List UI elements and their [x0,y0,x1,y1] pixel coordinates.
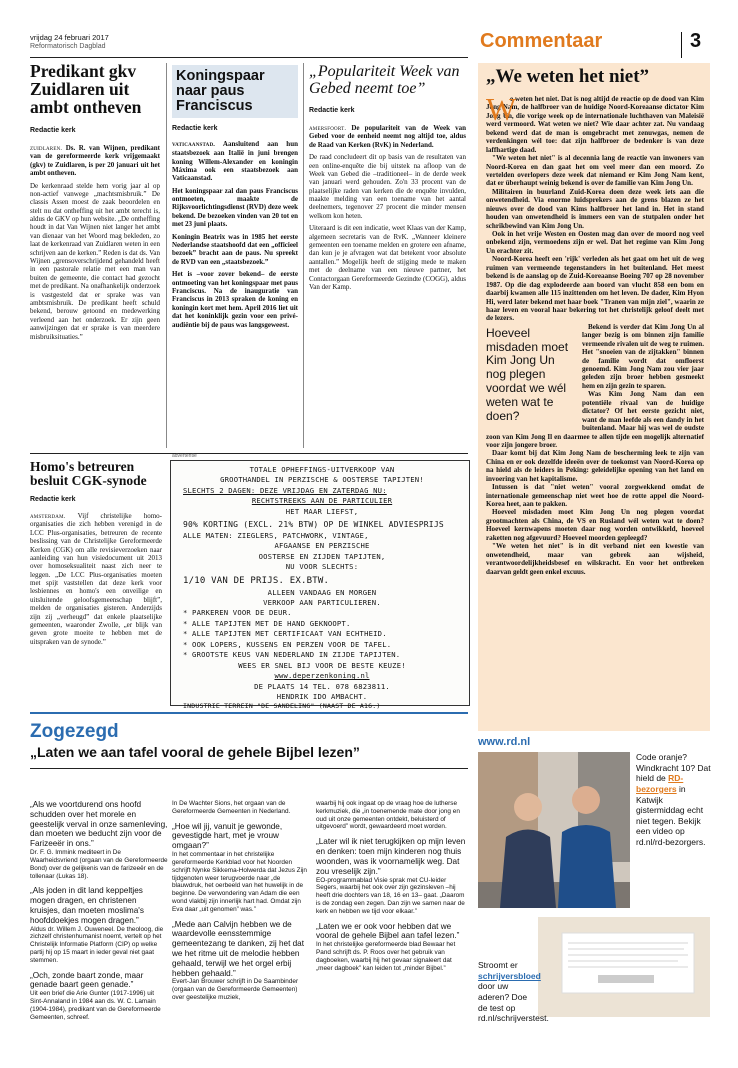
quote-block [30,886,168,964]
zogezegd-rule [30,768,468,769]
zogezegd-column-2 [172,800,310,1008]
promo-text-2 [478,960,549,1024]
commentary-paragraph: Ook in het vrije Westen en Oosten mag dan over de moord nog veel onbekend zijn, vermoedens zijn er wel. Dat het regime van Kim Jong Un erachter zit. [486,230,704,255]
promo-image-writing[interactable] [538,917,710,1017]
ad-line: NU VOOR SLECHTS: [285,562,359,572]
article-homos [30,460,162,650]
column-divider [166,63,167,448]
article-body [30,144,160,341]
ad-line: OOSTERSE EN ZIJDEN TAPIJTEN, [258,551,386,561]
article-paragraph: De kerkenraad stelde hem vorig jaar al op non-actief vanwege „machtsmisbruik.” De classis Assen moest de zaak beoordelen en stelt nu dat ontheffing uit het ambt terecht is, aldus de GKV op hun website. „De ontheffing houdt in dat Van Wijnen niet langer het ambt van dienaar van het Woord mag bekleden, zo laat de kerkenraad van Zuidlaren weten in een schrijven aan de kerken.” Reden is dat ds. Van Wijnen „grensoverschrijdend gehandeld heeft in een pastorale relatie met een man van buiten de gemeente, die contact had gezocht met de predikant. Na onafhankelijk onderzoek is vastgesteld dat er sprake was van ambtsmisbruik. De predikant heeft schuld bekend, berouw getoond en medewerking verleend aan het onderzoek. Er zijn geen aanwijzingen dat er sprake is van meerdere misbruiksituaties.” [30,181,160,341]
title-block [172,65,298,118]
column-divider [303,63,304,448]
header-paper: Reformatorisch Dagblad [30,43,106,50]
article-predikant [30,63,160,345]
article-lead: Ds. R. van Wijnen, predikant van de gereformeerde kerk vrijgemaakt (gkv) te Zuidlaren, is per 20 januari uit het ambt ontheven. [30,143,160,178]
section-title: Commentaar [480,30,603,52]
dateline: amersfoort. [309,124,347,132]
ad-line: VERKOOP AAN PARTICULIEREN. [263,598,381,608]
promo-text: in Katwijk gistermiddag echt niet tegen. Bekijk een video op rd.nl/rd-bezorgers. [636,783,706,847]
ad-line: * ALLE TAPIJTEN MET DE HAND GEKNOOPT. [183,618,351,628]
ad-line: * ALLE TAPIJTEN MET CERTIFICAAT VAN ECHTHEID. [183,629,387,639]
quote-source: waarbij hij ook ingaat op de vraag hoe de lutherse kerkmuziek, die „in toenemende mate door jong en oud uit onze gemeenten ontdekt, beluisterd of uitgevoerd” wordt, gewaardeerd moet worden. [316,800,460,831]
header-date: vrijdag 24 februari 2017 [30,33,109,42]
promo-photo[interactable] [478,752,630,908]
ad-line: INDUSTRIE TERREIN "DE SANDELING" (NAAST DE A16.) [183,702,381,711]
writing-paper-image [538,917,710,1017]
article-title: Koningspaar naar paus Franciscus [176,68,265,114]
quote-block [316,922,466,973]
quote-text: „Als joden in dit land keppeltjes mogen dragen, en christenen kruisjes, dan moeten moslima's hoofddoekjes mogen dragen.” [30,886,144,925]
drop-cap: W [486,91,517,127]
ad-line: 1/10 VAN DE PRIJS. EX.BTW. [183,575,330,586]
advertisement [170,460,470,711]
article-body [309,124,466,292]
ad-line: * PARKEREN VOOR DE DEUR. [183,608,292,618]
zogezegd-column-3 [316,800,466,978]
zogezegd-header-rule [30,712,468,714]
ad-line: DE PLAATS 14 TEL. 078 6823811. [254,681,390,691]
article-paragraph: Uiteraard is dit een indicatie, weet Klaas van der Kamp, algemeen secretaris van de RvK. „Wanneer kleinere gemeenten een toename melden en grotere een afname, dan kun je je afvragen wat dat betekent voor absolute aantallen.” Mogelijk heeft de stijging mede te maken met de deelname van een nieuwe partner, het Contactorgaan Gereformeerde Gezindte (COGG), aldus Van der Kamp. [309,224,466,291]
commentary-paragraph: Noord-Korea heeft een 'rijk' verleden als het gaat om het uit de weg ruimen van vermeende tegenstanders in het buitenland. Het meest bekend is de aanslag op de Zuid-Koreaanse Boeing 707 op 28 november 1987. Op die dag explodeerde aan boord van vlucht 858 een bom en daarbij kwamen alle 115 inzittenden om het leven. De dader, Kim Hyon Hi, werd later bekend met haar boek "Tranen van mijn ziel", waarin ze haar leven en vooral haar bekering tot het christelijk geloof deelt met de lezers. [486,255,704,323]
article-week-van-gebed [309,63,466,295]
zogezegd-column-1 [30,800,168,1028]
promo-link[interactable]: schrijversbloed [478,970,541,981]
header-divider [681,32,682,58]
dateline: amsterdam. [30,512,66,520]
quote-source: In De Wachter Sions, het orgaan van de Gereformeerde Gemeenten in Nederland. [172,800,291,815]
article-lead: De populariteit van de Week van Gebed voor de eenheid neemt nog altijd toe, aldus de Raad van Kerken (RvK) in Nederland. [309,123,466,149]
ad-line: SLECHTS 2 DAGEN: DEZE VRIJDAG EN ZATERDAG NU: [183,485,387,495]
zogezegd-headline: „Laten we aan tafel vooral de gehele Bijbel lezen” [30,744,360,760]
quote-block [316,837,466,915]
byline: Redactie kerk [172,125,218,133]
article-paragraph: Koningin Beatrix was in 1985 het eerste Nederlandse staatshoofd dat een „officieel bezoek” bracht aan de paus. Nu spreekt de RVD van een „staatsbezoek.” [172,232,298,266]
quote-source: Uit een brief die Arie Gunter (1917-1996) uit Sint-Annaland in 1984 aan ds. W. C. Lamain (1904-1984), predikant van de Gereformeerde Gemeenten, schreef. [30,990,161,1021]
quote-source: In het commentaar in het christelijke gereformeerde Kerkblad voor het Noorden schrijft Nynke Sikkema-Holwerda dat Jezus Zijn tijdgenoten weer terugvoerde naar „de blauwdruk, het oerbeeld van het huwelijk in de beginne. De verwondering van Adam die een wond vlakbij zijn innerlijk hart had. Omdat zijn Eva daar „uit genomen” was.” [172,851,307,913]
quote-text: „Och, zonde baart zonde, maar genade baart geen genade.” [30,970,144,990]
quote-text: „Mede aan Calvijn hebben we de waardevolle eensstemmige gemeentezang te danken, zij het dat we het ritme uit de melodie hebben gehaald, terwijl we het orgel erbij hebben gehaald.” [172,919,305,978]
ad-line: * OOK LOPERS, KUSSENS EN PERZEN VOOR DE TAFEL. [183,639,392,649]
ad-line: TOTALE OPHEFFINGS-UITVERKOOP VAN [249,465,395,474]
ad-line: GROOTHANDEL IN PERZISCHE & OOSTERSE TAPIJTEN! [220,475,424,485]
commentary-body [486,91,704,576]
article-paragraph: Het koningspaar zal dan paus Franciscus ontmoeten, maakte de Rijksvoorlichtingsdienst (RVD) deze week bekend. De bezoeken vinden van 20 tot en met 23 juni plaats. [172,186,298,229]
page-number: 3 [690,30,702,52]
ad-line: 90% KORTING (EXCL. 21% BTW) OP DE WINKEL ADVIESPRIJS [183,520,444,530]
article-paragraph: Vijf christelijke homo-organisaties die zich hebben verenigd in de LCC Plus-organisaties, betreuren de recente beslissing van de Christelijke Gereformeerde Kerken (CGK) om alle revisieverzoeken naar aanleiding van hun visiedocument uit 2013 over homoseksualiteit naast zich neer te leggen. „De LCC Plus-organisaties moeten met spijt vaststellen dat deze kerk voor lesbiennes en homo's een onveilige en uitsluitende geloofsgemeenschap blijft”, melden de organisaties gisteren. Anderzijds zijn zij „verheugd” dat enkele plaatselijke gemeenten, waaronder Zwolle, „er blijk van geven grote moeite te hebben met de uitspraken van de synode.” [30,511,163,646]
photo-two-men [478,752,630,908]
ad-line: RECHTSTREEKS AAN DE PARTICULIER [251,496,393,506]
quote-block [172,822,310,914]
commentary-paragraph: Militairen in buurland Zuid-Korea doen deze week iets aan die onwetendheid. Via enorme luidsprekers aan de grens blazen ze het nieuws over de dood van Kims halfbroer het land in. Het in stand houden van onwetendheid is immers een van de stutpalen onder het schrikbewind van Kim Jong Un. [486,187,704,230]
web-url[interactable]: www.rd.nl [478,736,531,748]
ad-line: www.deperzenkoning.nl [274,671,370,681]
quote-source: Dr. F. G. Immink mediteert in De Waarheidsvriend (orgaan van de Gereformeerde Bond) over de gelijkenis van de farizeeër en de tollenaar (Lukas 18). [30,849,168,880]
ad-line: ALLEEN VANDAAG EN MORGEN [267,587,377,597]
promo-text: Code oranje? Windkracht 10? Dat hield de [636,752,711,784]
quote-text: „Hoe wil jij, vanuit je gewonde, gevestigde hart, met je vrouw omgaan?” [172,821,283,851]
ad-line: WEES ER SNEL BIJ VOOR DE BESTE KEUZE! [238,660,406,670]
quote-block [172,920,310,1002]
commentary-paragraph: "We weten het niet" is al decennia lang de reactie van inwoners van Noord-Korea en dan gaat het om veel meer dan een moord. Zo vertelden overlopers deze week dat niemand er Kim Jong Nam kent, dat er überhaupt weinig bekend is over de familie van Kim Jong Un. [486,154,704,188]
promo-text: Stroomt er [478,960,518,970]
commentary-text: e weten het niet. Dat is nog altijd de reactie op de dood van Kim Jong Nam, de halfbroer van de huidige Noord-Koreaanse dictator Kim Jong Un, die vorige week op de internationale luchthaven van Maleisië werd vermoord. Wat weten we niet? Wie daar achter zat. Nu vandaag bekend werd dat de man is omgebracht met zenuwgas, nemen de verdenkingen wél toe: dat zijn halfbroer de bedenker is van deze laffhartige daad. [486,95,704,154]
zogezegd-section-title: Zogezegd [30,721,119,742]
commentary-paragraph: Hoeveel misdaden moet Kim Jong Un nog plegen voordat grootmachten als China, de VS en Rusland wél weten wat te doen? Hoeveel kernwapens moeten daar nog worden ontwikkeld, hoeveel raketten nog afgevuurd? Hoeveel moorden gepleegd? [486,508,704,542]
byline: Redactie kerk [30,126,76,134]
ad-line: HENDRIK IDO AMBACHT. [276,691,368,701]
ad-line: * GROOTSTE KEUS VAN NEDERLAND IN ZIJDE TAPIJTEN. [183,650,401,660]
article-lead: Aansluitend aan hun staatsbezoek aan Italië in juni brengen koning Willem-Alexander en koningin Máxima ook een staatsbezoek aan Vaticaanstad. [172,140,298,183]
commentary-paragraph: Daar komt bij dat Kim Jong Nam de bescherming leek te zijn van China en er ook dezelfde ideeën over de toekomst van Noord-Korea op na hield als de leiders in Peking: geleidelijke opening van het land en invoering van het kapitalisme. [486,449,704,483]
quote-source: Aldus dr. Willem J. Ouweneel. De theoloog, die zichzelf christenhumanist noemt, vertelt op het Christelijk Informatie Platform (CIP) op welke partij hij op 15 maart in ieder geval niet gaat stemmen. [30,925,164,964]
ad-text [171,461,469,712]
quote-text: „Als we voortdurend ons hoofd schudden over het morele en geestelijk verval in onze samenleving, dan moeten we beducht zijn voor de Farizeeër in ons.” [30,800,168,849]
ad-line: ALLE MATEN: ZIEGLERS, PATCHWORK, VINTAGE, [183,530,369,540]
commentary-paragraph: "We weten het niet" is in dit verband niet een kwestie van onwetendheid, maar van gebrek aan wijsheid, verantwoordelijkheidsbesef en wilskracht. En voor het ontbreken daarvan geldt geen enkel excuus. [486,542,704,576]
article-title: Homo's betreuren besluit CGK-synode [30,459,147,488]
article-title: „Populariteit Week van Gebed neemt toe” [309,63,460,98]
commentary-paragraph [486,91,704,154]
dateline: zuidlaren. [30,144,63,152]
article-paragraph: Het is –voor zover bekend– de eerste ontmoeting van het koningspaar met paus Franciscus. Na de inauguratie van Franciscus in 2013 spraken de koning en koningin kort met hem. April 2016 liet uit dat het koninklijk gezin voor een privé-audiëntie bij de paus was langsgeweest. [172,270,298,329]
commentary-title: „We weten het niet” [486,66,650,87]
promo-link[interactable]: RD-bezorgers [636,773,684,794]
quote-text: „Later wil ik niet terugkijken op mijn leven en denken: toen mijn kinderen nog thuis woonden, was ik voornamelijk weg. Dat zou vreselijk zijn.” [316,837,466,876]
quote-block [30,800,168,880]
ad-line: HET MAAR LIEFST, [285,506,359,516]
quote-block [30,971,168,1022]
pull-quote-text: Hoeveel misdaden moet Kim Jong Un nog plegen voordat we wél weten wat te doen? [486,325,569,423]
quote-source: In het christelijke gereformeerde blad Bewaar het Pand schrijft ds. P. Roos over het gebruik van dagboeken, waarbij hij het gevaar signaleert dat „meer dagboek” kan leiden tot „minder Bijbel.” [316,941,456,972]
promo-text: door uw aderen? Doe de test op rd.nl/schrijverstest. [478,981,549,1024]
article-paragraph: De raad concludeert dit op basis van de resultaten van een online-enquête die bij uitstek na afloop van de Week van Gebed die –traditioneel– in de derde week van januari werd gehouden. Zo'n 33 procent van de plaatselijke raden van kerken die de enquête invulden, maakte melding van een toename van het aantal deelnemers, tegenover 27 procent die minder mensen welkom kon heten. [309,153,466,220]
commentary-paragraph: Was Kim Jong Nam dan een potentiële rivaal van de huidige dictator? Of het eerste gezicht niet, want de man leefde als een dandy in het buitenland. Maar hij was wel de oudste zoon van Kim Jong Il en daarmee te allen tijde een mogelijk alternatief voor zijn jongere broer. [486,390,704,449]
article-body [30,512,162,647]
section-rule [30,453,468,454]
pull-quote [486,327,576,424]
byline: Redactie kerk [309,106,355,114]
article-koningspaar [172,65,298,333]
commentary-paragraph: Bekend is verder dat Kim Jong Un al langer bezig is om binnen zijn familie vermeende rivalen uit de weg te ruimen. Het "snoeien van de zijtakken" binnen de familie wordt dat omfloerst genoemd. Kim Jong Nam zou vier jaar geleden zijn broer hebben gesmeekt hem en zijn gezin te sparen. [582,322,704,390]
byline: Redactie kerk [30,495,76,503]
commentary-paragraph: Intussen is dat "niet weten" vooral zorgwekkend omdat de internationale gemeenschap niet weet hoe de rotte appel die Noord-Korea heet, aan te pakken. [486,483,704,508]
article-title: Predikant gkv Zuidlaren uit ambt ontheven [30,61,142,117]
header-rule [30,57,468,58]
quote-text: „Laten we er ook voor hebben dat we vooral de gehele Bijbel aan tafel lezen.” [316,921,460,941]
quote-source: Evert-Jan Brouwer schrijft in De Saambinder (orgaan van de Gereformeerde Gemeenten) over geestelijke muziek, [172,978,299,1002]
dateline: vaticaanstad. [172,141,216,149]
ad-line: AFGAANSE EN PERZISCHE [274,541,370,551]
ad-label: advertentie [172,453,197,459]
article-body [172,140,298,329]
promo-text-1 [636,752,712,848]
quote-source: EO-programmablad Visie sprak met CU-leider Segers, waarbij het ook over zijn gezinsleven –hij heeft drie dochters van 18, 16 en 13– gaat. „Daarom is de zondag een zegen. Dan zijn we samen naar de kerk en hebben we tijd voor elkaar.” [316,876,465,915]
